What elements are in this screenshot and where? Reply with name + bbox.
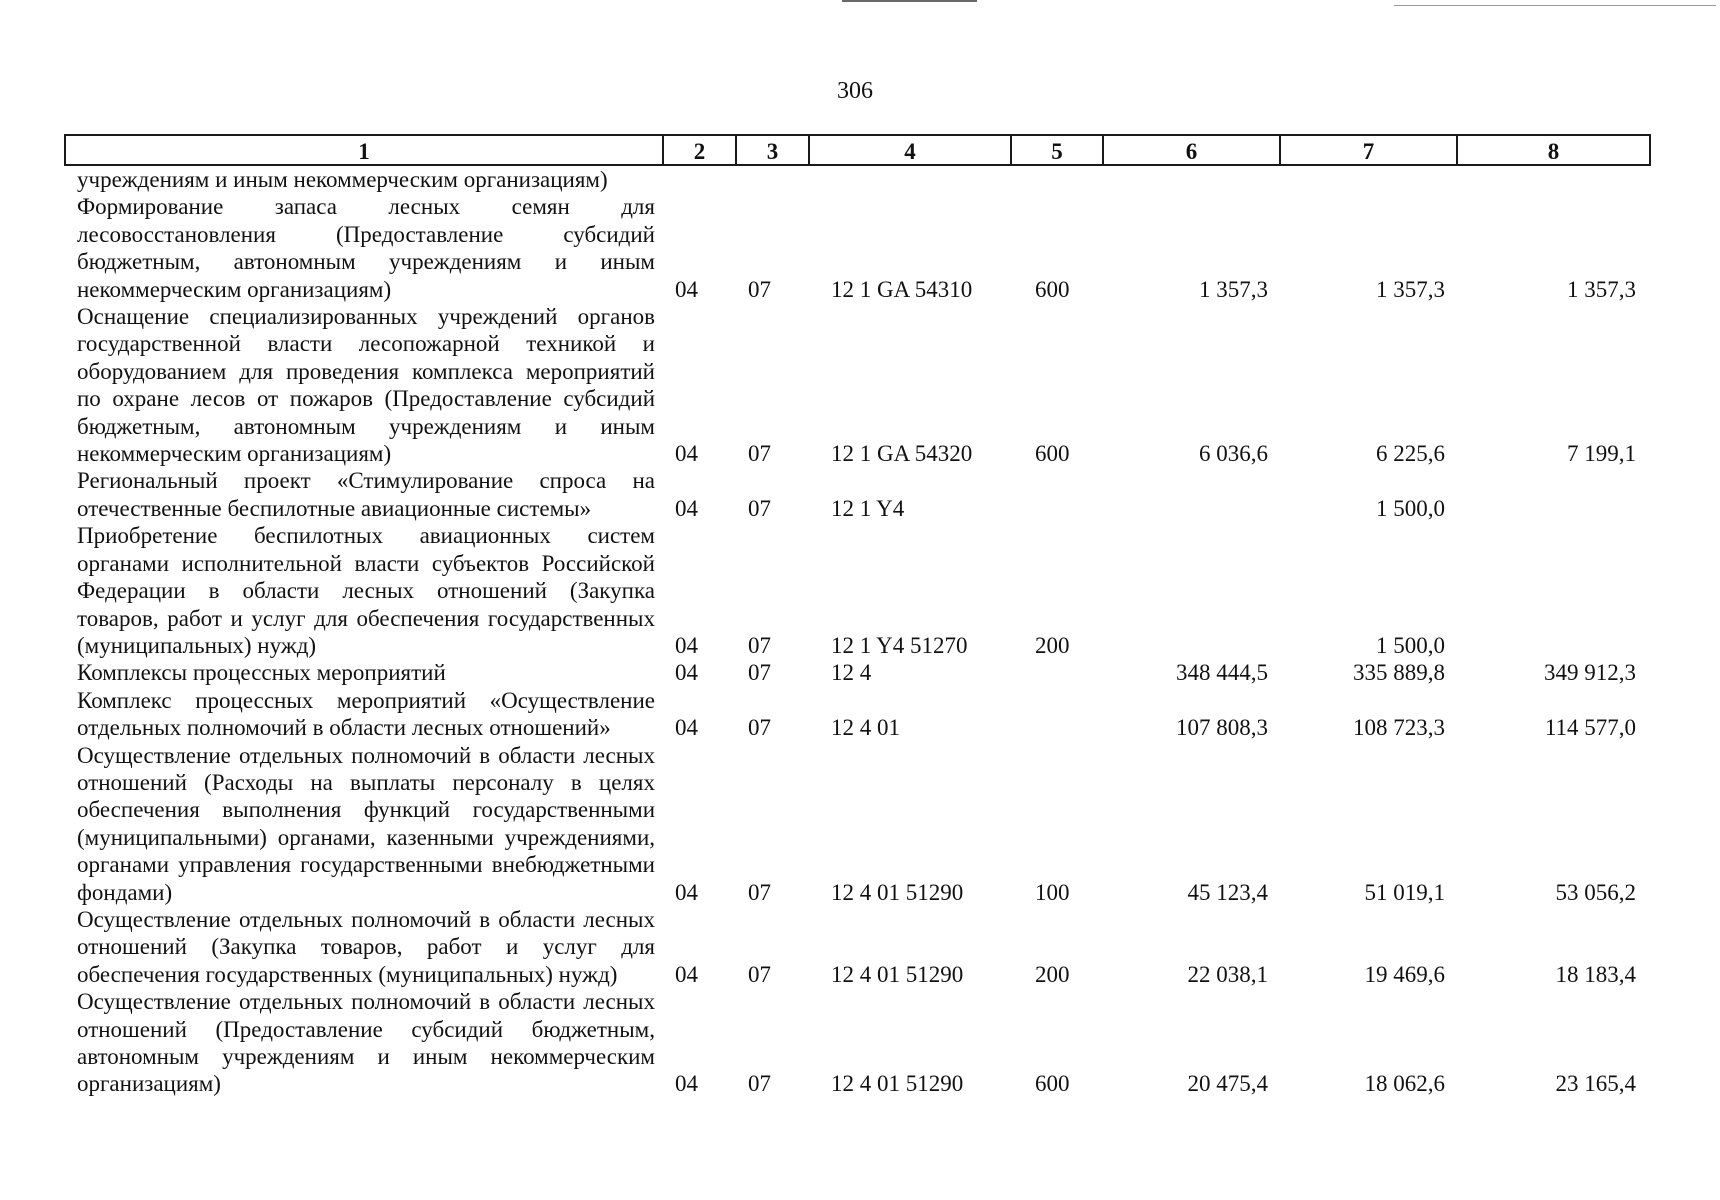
page-number: 306 <box>837 78 873 104</box>
row-subsection: 07 <box>748 961 771 987</box>
row-amount-year2 <box>1280 165 1457 193</box>
row-amount-year2: 1 500,0 <box>1376 632 1445 658</box>
row-amount-year3: 349 912,3 <box>1544 660 1636 686</box>
row-expense-type: 200 <box>1035 961 1070 987</box>
scan-artifact-line <box>842 0 977 2</box>
header-col-7: 7 <box>1280 135 1457 165</box>
row-amount-year3: 1 357,3 <box>1567 276 1636 302</box>
row-subsection: 07 <box>748 879 771 905</box>
row-expense-type <box>1011 687 1103 742</box>
row-amount-year2: 108 723,3 <box>1353 715 1445 741</box>
row-subsection: 07 <box>748 715 771 741</box>
row-section <box>663 165 736 193</box>
row-description: Осуществление отдельных полномочий в области лесных отношений (Закупка товаров, работ и услуг для обеспечения государственных (муниципальных) нужд) <box>77 906 655 987</box>
row-target-article: 12 4 01 51290 <box>831 879 964 905</box>
row-amount-year1: 6 036,6 <box>1199 441 1268 467</box>
row-amount-year3: 18 183,4 <box>1555 961 1636 987</box>
table-row <box>65 906 1650 988</box>
table-row <box>65 742 1650 906</box>
row-description: Комплекс процессных мероприятий «Осуществление отдельных полномочий в области лесных отношений» <box>77 687 655 741</box>
row-description: Осуществление отдельных полномочий в области лесных отношений (Предоставление субсидий бюджетным, автономным учреждениям и иным некоммерческим организациям) <box>77 989 655 1097</box>
row-expense-type <box>1011 467 1103 522</box>
row-section: 04 <box>675 715 698 741</box>
header-col-2: 2 <box>663 135 736 165</box>
row-target-article: 12 1 GA 54310 <box>831 276 973 302</box>
row-description: Региональный проект «Стимулирование спроса на отечественные беспилотные авиационные системы» <box>77 468 655 521</box>
row-section: 04 <box>675 879 698 905</box>
table-row <box>65 193 1650 303</box>
header-col-3: 3 <box>736 135 809 165</box>
row-section: 04 <box>675 1071 698 1097</box>
row-description: Приобретение беспилотных авиационных систем органами исполнительной власти субъектов Российской Федерации в области лесных отношений (Закупка товаров, работ и услуг для обеспечения государственных (муниципальных) нужд) <box>77 523 655 658</box>
row-target-article: 12 1 Y4 51270 <box>831 632 968 658</box>
row-subsection: 07 <box>748 276 771 302</box>
row-section: 04 <box>675 495 698 521</box>
row-amount-year1: 22 038,1 <box>1187 961 1268 987</box>
row-amount-year2: 6 225,6 <box>1376 441 1445 467</box>
row-target-article <box>809 165 1011 193</box>
row-target-article: 12 1 Y4 <box>831 495 905 521</box>
row-section: 04 <box>675 632 698 658</box>
row-expense-type: 600 <box>1035 441 1070 467</box>
row-amount-year1 <box>1103 165 1280 193</box>
header-col-1: 1 <box>65 135 663 165</box>
row-amount-year3 <box>1457 165 1650 193</box>
row-amount-year3: 53 056,2 <box>1555 879 1636 905</box>
row-expense-type: 600 <box>1035 276 1070 302</box>
table-row <box>65 687 1650 742</box>
row-target-article: 12 4 01 51290 <box>831 1071 964 1097</box>
row-amount-year3: 114 577,0 <box>1544 715 1636 741</box>
row-section: 04 <box>675 441 698 467</box>
row-description: Комплексы процессных мероприятий <box>77 660 446 686</box>
row-target-article: 12 4 01 51290 <box>831 961 964 987</box>
row-expense-type: 100 <box>1035 879 1070 905</box>
row-amount-year1: 20 475,4 <box>1187 1071 1268 1097</box>
row-amount-year2: 1 357,3 <box>1376 276 1445 302</box>
row-amount-year2: 1 500,0 <box>1376 495 1445 521</box>
row-subsection: 07 <box>748 660 771 686</box>
row-amount-year1: 45 123,4 <box>1187 879 1268 905</box>
row-amount-year2: 51 019,1 <box>1364 879 1445 905</box>
row-description: Осуществление отдельных полномочий в области лесных отношений (Расходы на выплаты персоналу в целях обеспечения выполнения функций государственными (муниципальными) органами, казенными учреждениями, органами управления государственными внебюджетными фондами) <box>77 742 655 905</box>
row-description: учреждениям и иным некоммерческим организациям) <box>77 167 608 192</box>
row-amount-year1: 1 357,3 <box>1199 276 1268 302</box>
table-row <box>65 165 1650 193</box>
row-amount-year2: 18 062,6 <box>1364 1071 1445 1097</box>
row-amount-year1: 107 808,3 <box>1176 715 1268 741</box>
row-amount-year1: 348 444,5 <box>1176 660 1268 686</box>
row-amount-year3: 23 165,4 <box>1555 1071 1636 1097</box>
header-col-8: 8 <box>1457 135 1650 165</box>
row-section: 04 <box>675 961 698 987</box>
row-amount-year2: 19 469,6 <box>1364 961 1445 987</box>
row-amount-year2: 335 889,8 <box>1353 660 1445 686</box>
budget-table <box>64 134 1651 1098</box>
row-target-article: 12 4 <box>831 660 872 686</box>
row-subsection <box>736 165 809 193</box>
row-amount-year3 <box>1457 467 1650 522</box>
table-row <box>65 522 1650 659</box>
row-amount-year3: 7 199,1 <box>1567 441 1636 467</box>
row-subsection: 07 <box>748 632 771 658</box>
scan-artifact-line <box>1394 5 1716 6</box>
row-expense-type: 600 <box>1035 1071 1070 1097</box>
header-col-4: 4 <box>809 135 1011 165</box>
table-row <box>65 467 1650 522</box>
row-amount-year3 <box>1457 522 1650 659</box>
row-expense-type <box>1011 659 1103 686</box>
row-subsection: 07 <box>748 1071 771 1097</box>
row-subsection: 07 <box>748 495 771 521</box>
table-row <box>65 303 1650 467</box>
row-section: 04 <box>675 660 698 686</box>
row-target-article: 12 1 GA 54320 <box>831 441 973 467</box>
row-section: 04 <box>675 276 698 302</box>
row-expense-type: 200 <box>1035 632 1070 658</box>
header-col-5: 5 <box>1011 135 1103 165</box>
table-header-row <box>65 135 1650 165</box>
row-description: Оснащение специализированных учреждений органов государственной власти лесопожарной техникой и оборудованием для проведения комплекса мероприятий по охране лесов от пожаров (Предоставление субсидий бюджетным, автономным учреждениям и иным некоммерческим организациям) <box>77 304 655 467</box>
row-subsection: 07 <box>748 441 771 467</box>
table-row <box>65 988 1650 1098</box>
row-amount-year1 <box>1103 522 1280 659</box>
row-description: Формирование запаса лесных семян для лесовосстановления (Предоставление субсидий бюджетным, автономным учреждениям и иным некоммерческим организациям) <box>77 194 655 302</box>
row-amount-year1 <box>1103 467 1280 522</box>
row-target-article: 12 4 01 <box>831 715 900 741</box>
row-expense-type <box>1011 165 1103 193</box>
header-col-6: 6 <box>1103 135 1280 165</box>
table-row <box>65 659 1650 686</box>
